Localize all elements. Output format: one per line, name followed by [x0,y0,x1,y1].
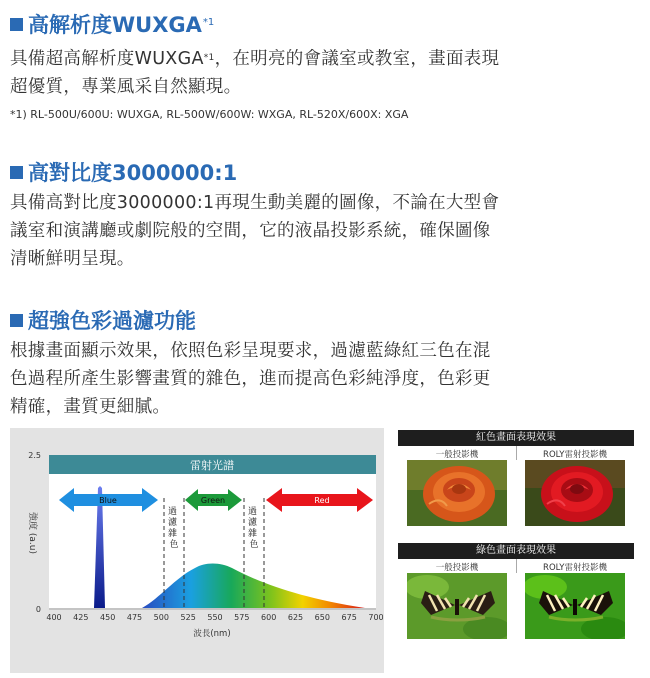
panel-header: 綠色畫面表現效果 [398,543,634,559]
section-body [10,337,640,421]
x-tick-label: 500 [153,613,169,622]
label-laser-projector: ROLY雷射投影機 [543,450,607,460]
photo-row [398,460,634,526]
filter-label-char: 雜 [168,529,178,539]
laser-spectrum-figure [10,428,384,673]
x-tick-label: 425 [73,613,89,622]
footnote: *1) RL-500U/600U: WUXGA, RL-500W/600W: WXGA, RL-520X/600X: XGA [10,108,409,121]
x-tick-label: 475 [126,613,143,622]
x-tick-label: 400 [46,613,62,622]
section-contrast [10,160,640,273]
body-line: 具備高對比度3000000:1再現生動美麗的圖像，不論在大型會 [10,193,500,213]
x-axis-label: 波長(nm) [193,629,231,639]
label-standard-projector: 一般投影機 [435,450,479,460]
rose-standard-photo [407,460,507,526]
x-tick-label: 650 [314,613,330,622]
y-top-label: 2.5 [28,451,41,460]
rose-laser-photo [525,460,625,526]
footnote-mark: *1 [202,17,215,28]
x-tick-label: 450 [100,613,116,622]
panel-labels [398,559,634,573]
x-tick-label: 625 [287,613,304,622]
x-tick-label: 525 [180,613,196,622]
x-tick-label: 575 [234,613,250,622]
x-tick-label: 675 [341,613,357,622]
label-standard-projector: 一般投影機 [435,563,479,573]
body-line: 議室和演講廳或劇院般的空間，它的液晶投影系統，確保圖像 [10,221,491,241]
footnote-mark: *1 [203,53,215,63]
filter-label-char: 過 [248,507,258,517]
y-axis-label: 強度 (a.u) [27,512,37,554]
label-laser-projector: ROLY雷射投影機 [543,563,607,573]
filter-label-char: 色 [249,540,259,550]
section-title: 超強色彩過濾功能 [10,308,640,334]
filter-label-char: 色 [169,540,179,550]
filter-label-char: 濾 [168,518,178,528]
x-tick-label: 550 [207,613,223,622]
section-title: 高解析度WUXGA$^{*1}$ [10,12,640,38]
green-band-label: Green [200,496,226,505]
x-tick-label: 700 [368,613,384,622]
red-band-label: Red [314,496,330,505]
section-body [10,45,640,101]
section-resolution [10,12,640,123]
red-comparison-panel [398,430,634,526]
filter-label-char: 濾 [248,518,258,528]
blue-band-label: Blue [99,496,117,505]
body-line: 精確，畫質更細膩。 [10,397,171,417]
square-bullet-icon [10,18,23,31]
body-line: 清晰鮮明呈現。 [10,249,135,269]
photo-row [398,573,634,639]
section-color-filter [10,308,640,421]
body-line: 具備超高解析度WUXGA$^{*1}$，在明亮的會議室或教室，畫面表現 [10,49,500,69]
figure-title: 雷射光譜 [190,459,234,472]
body-line: 超優質，專業風采自然顯現。 [10,77,242,97]
spectrum-diagram [10,428,384,673]
body-line: 色過程所產生影響畫質的雜色，進而提高色彩純淨度，色彩更 [10,369,491,389]
section-title: 高對比度3000000:1 [10,160,640,186]
panel-header: 紅色畫面表現效果 [398,430,634,446]
panel-labels [398,446,634,460]
butterfly-standard-photo [407,573,507,639]
x-tick-labels [46,613,383,622]
square-bullet-icon [10,314,23,327]
x-tick-label: 600 [261,613,277,622]
filter-label-char: 雜 [248,529,258,539]
butterfly-laser-photo [525,573,625,639]
y-bottom-label: 0 [35,605,41,614]
square-bullet-icon [10,166,23,179]
body-line: 根據畫面顯示效果，依照色彩呈現要求，過濾藍綠紅三色在混 [10,341,491,361]
section-body [10,189,640,273]
filter-label-char: 過 [168,507,178,517]
green-comparison-panel [398,543,634,639]
